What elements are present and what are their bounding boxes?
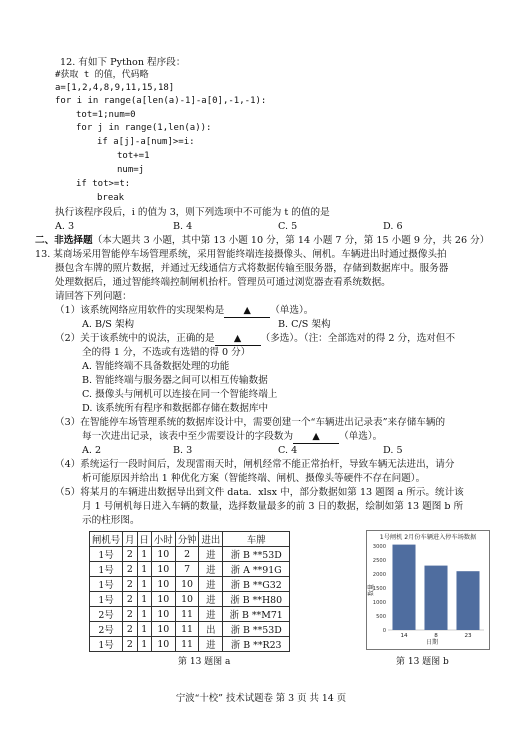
q13-sub5-line1: （5）将某月的车辆进出数据导出到文件 data．xlsx 中，部分数据如第 13 题图 a 所示。统计该 [55, 487, 464, 498]
table-header: 小时 [151, 532, 175, 547]
code-line-3: for i in range(a[len(a)-1]-a[0],-1,-1): [55, 96, 267, 106]
table-cell: 11 [175, 607, 199, 622]
code-line-2: a=[1,2,4,8,9,11,15,18] [55, 83, 175, 93]
table-cell: 1号 [90, 592, 123, 607]
table-cell: 2 [175, 547, 199, 562]
q13-sub2-text: （2）关于该系统中的说法，正确的是 [55, 333, 215, 344]
table-row [90, 637, 290, 652]
table-header-row [90, 532, 290, 547]
table-cell: 浙 B **H80 [223, 592, 290, 607]
table-cell: 10 [151, 637, 175, 652]
table-cell: 浙 A **91G [223, 562, 290, 577]
table-cell: 10 [151, 562, 175, 577]
table-cell: 进 [199, 637, 223, 652]
table-cell: 1 [137, 577, 151, 592]
bar [392, 545, 415, 630]
table-cell: 浙 B **R23 [223, 637, 290, 652]
q13-sub3-option-c: C. 4 [278, 445, 298, 456]
table-row [90, 592, 290, 607]
table-cell: 11 [175, 637, 199, 652]
q13-stem-1: 13. 某商场采用智能停车场管理系统，采用智能终端连接摄像头、闸机。车辆进出时通过摄像头拍 [35, 249, 447, 260]
code-line-8: num=j [117, 165, 145, 175]
table-cell: 10 [151, 622, 175, 637]
bar-chart [366, 530, 490, 650]
q13-sub2 [55, 332, 455, 346]
q13-sub4-line1: （4）系统运行一段时间后，发现雷雨天时，闸机经常不能正常抬杆，导致车辆无法进出，请分 [55, 459, 455, 470]
table-cell: 10 [151, 577, 175, 592]
table-cell: 2 [123, 562, 137, 577]
answer-blank-1[interactable]: ▲ [224, 304, 270, 318]
table-header: 月 [123, 532, 137, 547]
y-tick-label: 3000 [372, 544, 386, 550]
table-cell: 1 [137, 547, 151, 562]
table-cell: 2 [123, 607, 137, 622]
table-cell: 2 [123, 592, 137, 607]
table-cell: 11 [175, 622, 199, 637]
code-line-9: if tot>=t: [76, 179, 131, 189]
answer-blank-2[interactable]: ▲ [215, 332, 261, 346]
q13-sub5-line2: 月 1 号闸机每日进入车辆的数量，选择数量最多的前 3 日的数据，绘制如第 13 题图 b 所 [82, 501, 464, 512]
table-row [90, 562, 290, 577]
bar [456, 571, 479, 630]
table-cell: 1号 [90, 547, 123, 562]
table-cell: 10 [151, 592, 175, 607]
section2-note: （本大题共 3 小题，其中第 13 小题 10 分，第 14 小题 7 分，第 15 小题 9 分，共 26 分） [92, 235, 490, 246]
q13-sub3-line2 [82, 430, 382, 444]
table-cell: 2 [123, 577, 137, 592]
q12-question: 执行该程序段后，i 的值为 3，则下列选项中不可能为 t 的值的是 [55, 207, 330, 218]
table-cell: 7 [175, 562, 199, 577]
q13-sub4-line2: 析可能原因并给出 1 种优化方案（智能终端、闸机、摄像头等硬件不存在问题）。 [82, 473, 426, 484]
table-cell: 1号 [90, 577, 123, 592]
y-tick-label: 0 [382, 628, 386, 634]
q13-sub3-option-d: D. 5 [383, 445, 403, 456]
q13-sub2-option-a: A. 智能终端不具备数据处理的功能 [82, 361, 230, 372]
q12-intro: 12. 有如下 Python 程序段： [60, 57, 186, 68]
table-header: 进出 [199, 532, 223, 547]
section2-heading: 二、非选择题 [35, 235, 93, 246]
code-line-6: if a[j]-a[num]>=i: [97, 137, 195, 147]
table-cell: 出 [199, 622, 223, 637]
answer-blank-3[interactable]: ▲ [293, 430, 339, 444]
y-tick-label: 1500 [372, 586, 386, 592]
table-cell: 2 [123, 547, 137, 562]
q12-option-a: A. 3 [55, 221, 75, 232]
figure-a-caption: 第 13 题图 a [178, 657, 231, 667]
table-cell: 2号 [90, 622, 123, 637]
code-line-7: tot+=1 [117, 151, 150, 161]
table-cell: 2号 [90, 607, 123, 622]
table-row [90, 607, 290, 622]
code-line-1: #获取 t 的值，代码略 [55, 70, 149, 80]
table-cell: 1号 [90, 637, 123, 652]
q13-stem-2: 摄包含车牌的照片数据，并通过无线通信方式将数据传输至服务器，存储到数据库中。服务器 [55, 263, 449, 274]
q12-option-d: D. 6 [383, 221, 403, 232]
q13-stem-3: 处理数据后，通过智能终端控制闸机抬杆。管理员可通过浏览器查看系统数据。 [55, 277, 391, 288]
y-tick-label: 2000 [372, 572, 386, 578]
q13-sub3-tail: （单选）。 [339, 431, 383, 442]
x-tick-label: 23 [464, 633, 472, 639]
section2-header [35, 234, 489, 247]
table-cell: 进 [199, 607, 223, 622]
q13-sub2-option-c: C. 摄像头与闸机可以连接在同一个智能终端上 [82, 389, 278, 400]
x-tick-label: 8 [434, 633, 438, 639]
table-cell: 浙 B **53D [223, 622, 290, 637]
table-cell: 1号 [90, 562, 123, 577]
table-header: 车牌 [223, 532, 290, 547]
table-row [90, 622, 290, 637]
bar [424, 566, 447, 630]
table-cell: 1 [137, 622, 151, 637]
q13-sub2-option-b: B. 智能终端与服务器之间可以相互传输数据 [82, 375, 268, 386]
table-cell: 浙 B **M71 [223, 607, 290, 622]
table-cell: 1 [137, 637, 151, 652]
table-header: 日 [137, 532, 151, 547]
table-header: 闸机号 [90, 532, 123, 547]
y-tick-label: 2500 [372, 558, 386, 564]
y-tick-label: 500 [376, 614, 386, 620]
q13-sub1-option-a: A. B/S 架构 [82, 319, 135, 330]
table-header: 分钟 [175, 532, 199, 547]
table-cell: 2 [123, 622, 137, 637]
q13-sub3-line1: （3）在智能停车场管理系统的数据库设计中，需要创建一个“车辆进出记录表”来存储车辆的 [55, 417, 446, 428]
table-cell: 10 [151, 547, 175, 562]
q13-sub3-option-a: A. 2 [82, 445, 102, 456]
code-line-5: for j in range(1,len(a)): [76, 123, 212, 133]
q13-sub2-note: （多选）。（注：全部选对的得 2 分，选对但不 [260, 333, 456, 344]
table-cell: 1 [137, 607, 151, 622]
page-footer: 宁波“十校” 技术试题卷 第 3 页 共 14 页 [175, 693, 347, 704]
q12-option-b: B. 4 [173, 221, 193, 232]
q13-sub1-option-b: B. C/S 架构 [278, 319, 331, 330]
table-cell: 进 [199, 562, 223, 577]
figure-b-caption: 第 13 题图 b [396, 657, 449, 667]
table-cell: 进 [199, 577, 223, 592]
q13-sub3-option-b: B. 3 [173, 445, 193, 456]
q13-sub5-line3: 示的柱形图。 [82, 515, 140, 526]
table-cell: 2 [123, 637, 137, 652]
data-table [89, 531, 290, 652]
table-cell: 10 [151, 607, 175, 622]
q12-option-c: C. 5 [278, 221, 298, 232]
x-tick-label: 14 [400, 633, 408, 639]
q13-sub1-text: （1）该系统网络应用软件的实现架构是 [55, 305, 225, 316]
q13-sub2-note-cont: 全的得 1 分，不选或有选错的得 0 分） [82, 347, 251, 358]
table-cell: 进 [199, 592, 223, 607]
table-row [90, 547, 290, 562]
table-cell: 浙 B **53D [223, 547, 290, 562]
table-cell: 浙 B **G32 [223, 577, 290, 592]
table-cell: 10 [175, 577, 199, 592]
table-cell: 1 [137, 562, 151, 577]
q13-sub1-tail: （单选）。 [270, 305, 314, 316]
code-line-4: tot=1;num=0 [76, 110, 136, 120]
chart-title: 1号闸机 2月份车辆进入停车场数据 [379, 534, 477, 541]
code-line-10: break [97, 193, 125, 203]
q13-stem-4: 请回答下列问题： [55, 291, 132, 302]
table-cell: 1 [137, 592, 151, 607]
table-row [90, 577, 290, 592]
chart-ylabel: 数量 [368, 583, 375, 597]
table-cell: 进 [199, 547, 223, 562]
y-tick-label: 1000 [372, 600, 386, 606]
q13-sub1 [55, 304, 313, 318]
chart-xlabel: 日期 [425, 639, 439, 646]
table-cell: 10 [175, 592, 199, 607]
q13-sub3-text: 每一次进出记录，该表中至少需要设计的字段数为 [82, 431, 294, 442]
q13-sub2-option-d: D. 该系统所有程序和数据都存储在数据库中 [82, 403, 269, 414]
